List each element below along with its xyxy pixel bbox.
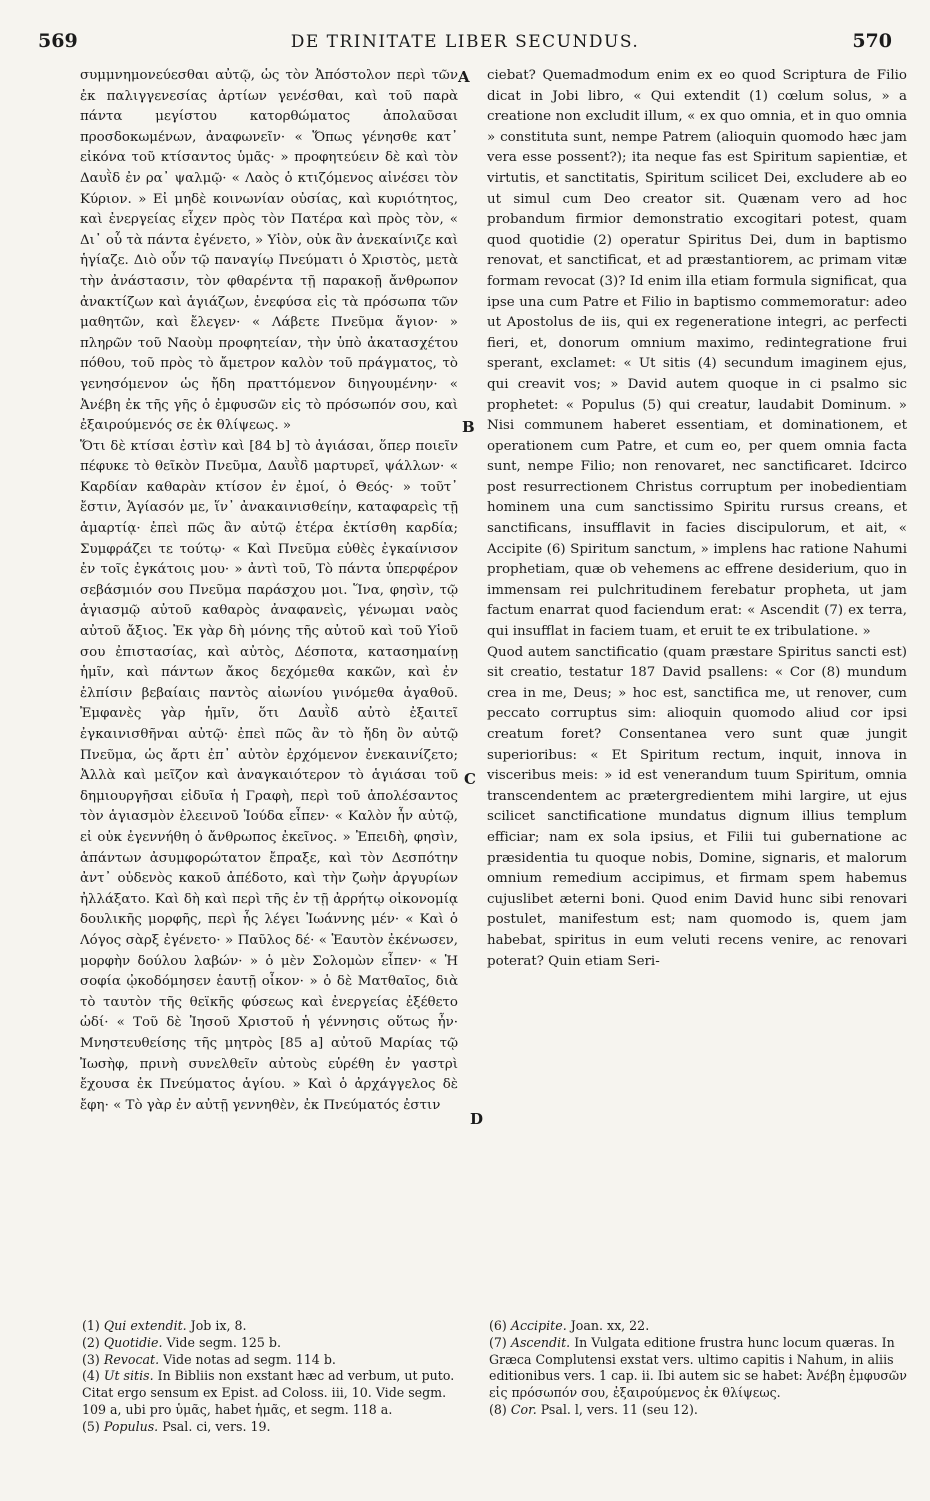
greek-paragraph: συμμνημονεύεσθαι αὐτῷ, ὡς τὸν Ἀπόστολον περὶ τῶν ἐκ παλιγγενεσίας ἀρτίων γενέσθαι, καὶ τοῦ παρὰ πάντα μεγίστου κατορθώματος ἀπολαῦσαι προσδοκωμένων, ἀναφωνεῖν· « Ὅπως γένησθε κατ᾽ εἰκόνα τοῦ κτίσαντος ὑμᾶς· » προφητεύειν δὲ καὶ τὸν Δαυῒδ ἐν ρα᾽ ψαλμῷ· « Λαὸς ὁ κτιζόμενος αἰνέσει τὸν Κύριον. » Εἰ μηδὲ κοινωνίαν οὐσίας, καὶ κυριότητος, καὶ ἐνεργείας εἶχεν πρὸς τὸν Πατέρα καὶ πρὸς τὸν, « Δι᾽ οὗ τὰ πάντα ἐγένετο, » Υἱὸν, οὐκ ἂν ἀνεκαίνιζε καὶ ἡγίαζε. Διὸ οὖν τῷ παναγίῳ Πνεύματι ὁ Χριστὸς, μετὰ τὴν ἀνάστασιν, τὸν φθαρέντα τῇ παρακοῇ ἄνθρωπον ἀνακτίζων καὶ ἁγιάζων, ἐνεφύσα εἰς τὰ πρόσωπα τῶν μαθητῶν, καὶ ἔλεγεν· « Λάβετε Πνεῦμα ἅγιον· » πληρῶν τοῦ Ναοὺμ προφητείαν, τὴν ὑπὸ ἀκατασχέτου πόθου, τοῦ πρὸς τὸ ἄμετρον καλὸν τοῦ πράγματος, τὸ γενησόμενον ὡς ἤδη πραττόμενον διηγουμένην· « Ἀνέβη ἐκ τῆς γῆς ὁ ἐμφυσῶν εἰς τὸ πρόσωπόν σου, καὶ ἐξαιρούμενός σε ἐκ θλίψεως. » — [80, 68, 458, 434]
footnote: (3) Revocat. Vide notas ad segm. 114 b. — [82, 1351, 336, 1367]
footnotes-right — [487, 1318, 907, 1488]
page-number-right: 570 — [852, 30, 892, 52]
footnote: (7) Ascendit. In Vulgata editione frustra hunc locum quæras. In Græca Complutensi exstat vers. ultimo capitis i Nahum, in aliis editionibus vers. 1 cap. ii. Ibi autem sic se habet: Ἀνέβη ἐμφυσῶν εἰς πρόσωπόν σου, ἐξαιρούμενος ἐκ θλίψεως. — [489, 1334, 907, 1401]
latin-paragraph: Quod autem sanctificatio (quam præstare Spiritus sancti est) sit creatio, testatur 187 David psallens: « Cor (8) mundum crea in me, Deus; » hoc est, sanctifica me, ut renover, cum peccato corruptus sim: alioquin quomodo aliud cor ipsi creatum foret? Consentanea vero sunt quæ jungit superioribus: « Et Spiritum rectum, inquit, innova in visceribus meis: » id est venerandum tuum Spiritum, omnia transcendentem ac prætergredientem mihi largire, ut ejus scilicet sanctificatione mundatus dignum illius templum efficiar; nam ex sola ipsius, et Filii tui gubernatione ac præsidentia tu quoque nobis, Domine, signaris, et malorum omnium remedium accipimus, et firmam spem habemus cujuslibet æterni boni. Quod enim David hunc sibi renovari postulet, manifestum est; nam quomodo is, quem jam habebat, spiritus in eum veluti recens venire, ac renovari poterat? Quin etiam Seri- — [487, 644, 907, 969]
margin-marker-c: C — [464, 770, 476, 788]
footnote: (4) Ut sitis. In Bibliis non exstant hæc ad verbum, ut puto. Citat ergo sensum ex Epist. ad Coloss. iii, 10. Vide segm. 109 a, ubi pro ὑμᾶς, habet ἡμᾶς, et segm. 118 a. — [82, 1368, 455, 1417]
footnote: (8) Cor. Psal. l, vers. 11 (seu 12). — [489, 1401, 698, 1417]
greek-text-column — [80, 66, 458, 1308]
margin-marker-b: B — [462, 418, 475, 436]
running-title: DE TRINITATE LIBER SECUNDUS. — [290, 32, 640, 52]
latin-text-column — [487, 66, 907, 1308]
footnote: (5) Populus. Psal. ci, vers. 19. — [82, 1418, 271, 1434]
running-header — [38, 30, 892, 58]
margin-marker-d: D — [470, 1110, 484, 1128]
footnote: (2) Quotidie. Vide segm. 125 b. — [82, 1334, 281, 1350]
margin-marker-a: A — [458, 68, 470, 86]
footnotes-left — [80, 1318, 458, 1488]
greek-paragraph: Ὅτι δὲ κτίσαι ἐστὶν καὶ [84 b] τὸ ἁγιάσαι, ὅπερ ποιεῖν πέφυκε τὸ θεῖκὸν Πνεῦμα, Δαυῒδ μαρτυρεῖ, ψάλλων· « Καρδίαν καθαρὰν κτίσον ἐν ἐμοί, ὁ Θεός· » τοῦτ᾽ ἔστιν, Ἁγίασόν με, ἵν᾽ ἀνακαινισθείην, καταφαρεὶς τῇ ἁμαρτίᾳ· ἐπεὶ πῶς ἂν αὐτῷ ἑτέρα ἐκτίσθη καρδία; Συμφράζει τε τούτῳ· « Καὶ Πνεῦμα εὐθὲς ἐγκαίνισον ἐν τοῖς ἐγκάτοις μου· » ἀντὶ τοῦ, Τὸ πάντα ὑπερφέρον σεβάσμιόν σου Πνεῦμα παράσχου μοι. Ἵνα, φησὶν, τῷ ἁγιασμῷ αὐτοῦ καθαρὸς ἀναφανεὶς, γένωμαι ναὸς αὐτοῦ ἄξιος. Ἐκ γὰρ δὴ μόνης τῆς αὐτοῦ καὶ τοῦ Υἱοῦ σου ἐπιστασίας, καὶ αὐτὸς, Δέσποτα, κατασημαίνῃ ἡμῖν, καὶ πάντων ἄκος δεχόμεθα κακῶν, καὶ ἐν ἐλπίσιν βεβαίαις παντὸς αἰωνίου γινόμεθα ἀγαθοῦ. Ἐμφανὲς γὰρ ἡμῖν, ὅτι Δαυῒδ αὐτὸ ἐξαιτεῖ ἐγκαινισθῆναι αὐτῷ· ἐπεὶ πῶς ἂν τὸ ἤδη ὂν αὐτῷ Πνεῦμα, ὡς ἄρτι ἐπ᾽ αὐτὸν ἐρχόμενον ἐνεκαινίζετο; Ἀλλὰ καὶ μεῖζον καὶ ἀναγκαιότερον τὸ ἁγιάσαι τοῦ δημιουργῆσαι εἰδυῖα ἡ Γραφὴ, περὶ τοῦ ἀπολέσαντος τὸν ἁγιασμὸν ἐλεεινοῦ Ἰούδα εἶπεν· « Καλὸν ἦν αὐτῷ, εἰ οὐκ ἐγεννήθη ὁ ἄνθρωπος ἐκεῖνος. » Ἐπειδὴ, φησὶν, ἁπάντων ἀσυμφορώτατον ἔπραξε, καὶ τὸν Δεσπότην ἀντ᾽ οὐδενὸς κακοῦ ἀπέδοτο, καὶ τὴν ζωὴν ἀργυρίων ἠλλάξατο. Καὶ δὴ καὶ περὶ τῆς ἐν τῇ ἀρρήτῳ οἰκονομίᾳ δουλικῆς μορφῆς, περὶ ἧς λέγει Ἰωάννης μέν· « Καὶ ὁ Λόγος σὰρξ ἐγένετο· » Παῦλος δέ· « Ἑαυτὸν ἐκένωσεν, μορφὴν δούλου λαβών· » ὁ μὲν Σολομὼν εἶπεν· « Ἡ σοφία ᾠκοδόμησεν ἑαυτῇ οἶκον· » ὁ δὲ Ματθαῖος, διὰ τὸ ταυτὸν τῆς θεϊκῆς φύσεως καὶ ἐνεργείας ἐξέθετο ὡδί· « Τοῦ δὲ Ἰησοῦ Χριστοῦ ἡ γέννησις οὕτως ἦν· Μνηστευθείσης τῆς μητρὸς [85 a] αὐτοῦ Μαρίας τῷ Ἰωσὴφ, πρινὴ συνελθεῖν αὐτοὺς εὑρέθη ἐν γαστρὶ ἔχουσα ἐκ Πνεύματος ἁγίου. » Καὶ ὁ ἀρχάγγελος δὲ ἔφη· « Τὸ γὰρ ἐν αὐτῇ γεννηθὲν, ἐκ Πνεύματός ἐστιν — [80, 438, 458, 1113]
latin-paragraph: ciebat? Quemadmodum enim ex eo quod Scriptura de Filio dicat in Jobi libro, « Qui extendit (1) cœlum solus, » a creatione non excludit illum, « ex quo omnia, et in quo omnia » constituta sunt, nempe Patrem (alioquin quomodo hæc jam vera esse possent?); ita neque fas est Spiritum sapientiæ, et virtutis, et sanctitatis, Spiritum scilicet Dei, excludere ab eo ut simul cum Deo creator sit. Quænam vero ad hoc probandum firmior demonstratio excogitari potest, quam quod quotidie (2) operatur Spiritus Dei, dum in baptismo renovat, et sanctificat, et ad præstantiorem, ac primam vitæ formam revocat (3)? Id enim illa etiam formula significat, qua ipse una cum Patre et Filio in baptismo commemoratur: adeo ut Apostolus de iis, qui ex regeneratione integri, ac perfecti fieri, et, donorum omnium maximo, redintegratione frui sperant, exclamet: « Ut sitis (4) secundum imaginem ejus, qui creavit vos; » David autem quoque in ci psalmo sic prophetet: « Populus (5) qui creatur, laudabit Dominum. » Nisi communem haberet essentiam, et dominationem, et operationem cum Patre, et cum eo, per quem omnia facta sunt, nempe Filio; non renovaret, nec sanctificaret. Idcirco post resurrectionem Christus corruptum per inobedientiam hominem una cum sanctissimo Spiritu rursus creans, et sanctificans, insufflavit in facies discipulorum, et ait, « Accipite (6) Spiritum sanctum, » implens hac ratione Nahumi prophetiam, quæ ob vehemens ac effrene desiderium, quo in immensam rei pulchritudinem ferebatur propheta, ut jam factum enarrat quod faciendum erat: « Ascendit (7) ex terra, qui insufflat in faciem tuam, et eruit te ex tribulatione. » — [487, 68, 907, 640]
footnote: (6) Accipite. Joan. xx, 22. — [489, 1318, 650, 1333]
page-number-left: 569 — [38, 30, 78, 52]
footnote: (1) Qui extendit. Job ix, 8. — [82, 1318, 247, 1333]
